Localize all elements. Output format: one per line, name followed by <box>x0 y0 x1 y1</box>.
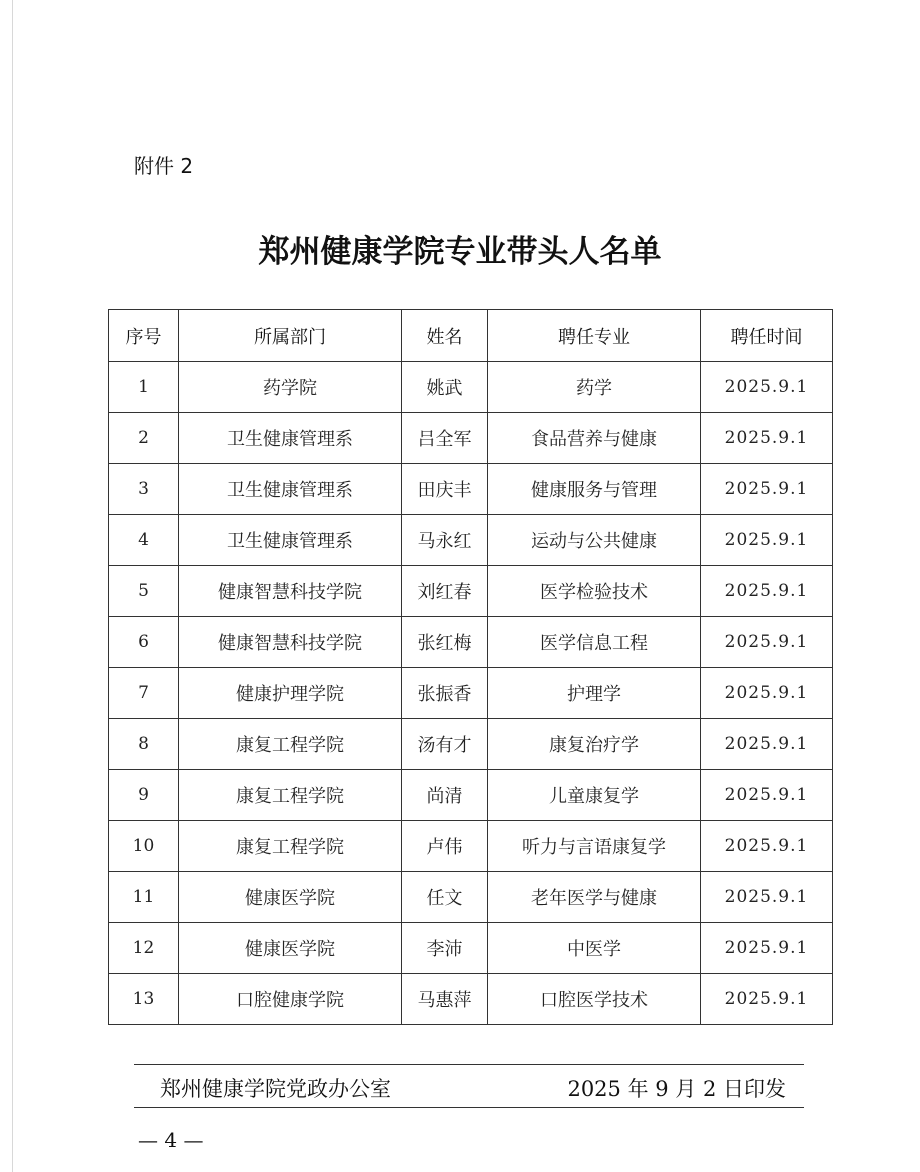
cell-date: 2025.9.1 <box>701 413 833 464</box>
document-title: 郑州健康学院专业带头人名单 <box>258 234 662 270</box>
cell-department: 康复工程学院 <box>179 719 402 770</box>
cell-index: 5 <box>109 566 179 617</box>
cell-name: 卢伟 <box>402 821 488 872</box>
table-row <box>109 464 833 515</box>
cell-major: 健康服务与管理 <box>488 464 701 515</box>
table-row <box>109 515 833 566</box>
cell-index: 6 <box>109 617 179 668</box>
cell-name: 马永红 <box>402 515 488 566</box>
cell-major: 医学信息工程 <box>488 617 701 668</box>
header-department: 所属部门 <box>179 310 402 362</box>
table-row <box>109 821 833 872</box>
table-row <box>109 719 833 770</box>
table-row <box>109 770 833 821</box>
cell-index: 12 <box>109 923 179 974</box>
cell-department: 健康智慧科技学院 <box>179 566 402 617</box>
cell-name: 刘红春 <box>402 566 488 617</box>
cell-index: 1 <box>109 362 179 413</box>
cell-name: 马惠萍 <box>402 974 488 1025</box>
table-header-row <box>109 310 833 362</box>
cell-department: 口腔健康学院 <box>179 974 402 1025</box>
cell-date: 2025.9.1 <box>701 821 833 872</box>
page-edge-line <box>12 0 13 1172</box>
cell-department: 卫生健康管理系 <box>179 413 402 464</box>
page-number: — 4 — <box>138 1128 204 1152</box>
cell-date: 2025.9.1 <box>701 515 833 566</box>
table-row <box>109 974 833 1025</box>
cell-department: 卫生健康管理系 <box>179 515 402 566</box>
cell-date: 2025.9.1 <box>701 362 833 413</box>
cell-department: 卫生健康管理系 <box>179 464 402 515</box>
cell-major: 老年医学与健康 <box>488 872 701 923</box>
cell-department: 健康智慧科技学院 <box>179 617 402 668</box>
cell-date: 2025.9.1 <box>701 719 833 770</box>
cell-index: 3 <box>109 464 179 515</box>
cell-name: 张振香 <box>402 668 488 719</box>
cell-name: 张红梅 <box>402 617 488 668</box>
footer-divider-bottom <box>134 1107 804 1108</box>
cell-department: 健康医学院 <box>179 872 402 923</box>
cell-index: 11 <box>109 872 179 923</box>
cell-major: 药学 <box>488 362 701 413</box>
cell-major: 儿童康复学 <box>488 770 701 821</box>
cell-date: 2025.9.1 <box>701 668 833 719</box>
cell-name: 姚武 <box>402 362 488 413</box>
table-row <box>109 923 833 974</box>
cell-name: 田庆丰 <box>402 464 488 515</box>
table-row <box>109 566 833 617</box>
footer-divider-top <box>134 1064 804 1065</box>
cell-name: 尚清 <box>402 770 488 821</box>
cell-date: 2025.9.1 <box>701 974 833 1025</box>
cell-department: 健康医学院 <box>179 923 402 974</box>
header-major: 聘任专业 <box>488 310 701 362</box>
cell-major: 医学检验技术 <box>488 566 701 617</box>
table-row <box>109 617 833 668</box>
footer-issuing-office: 郑州健康学院党政办公室 <box>160 1077 391 1101</box>
cell-name: 任文 <box>402 872 488 923</box>
cell-date: 2025.9.1 <box>701 770 833 821</box>
cell-department: 健康护理学院 <box>179 668 402 719</box>
cell-department: 康复工程学院 <box>179 821 402 872</box>
table-row <box>109 668 833 719</box>
cell-index: 9 <box>109 770 179 821</box>
cell-date: 2025.9.1 <box>701 617 833 668</box>
cell-major: 护理学 <box>488 668 701 719</box>
cell-major: 运动与公共健康 <box>488 515 701 566</box>
cell-date: 2025.9.1 <box>701 923 833 974</box>
header-name: 姓名 <box>402 310 488 362</box>
cell-date: 2025.9.1 <box>701 464 833 515</box>
cell-department: 药学院 <box>179 362 402 413</box>
attachment-label: 附件 2 <box>134 154 194 178</box>
cell-major: 康复治疗学 <box>488 719 701 770</box>
table-row <box>109 362 833 413</box>
cell-major: 中医学 <box>488 923 701 974</box>
cell-major: 听力与言语康复学 <box>488 821 701 872</box>
cell-index: 4 <box>109 515 179 566</box>
cell-index: 8 <box>109 719 179 770</box>
cell-date: 2025.9.1 <box>701 872 833 923</box>
cell-name: 李沛 <box>402 923 488 974</box>
cell-name: 汤有才 <box>402 719 488 770</box>
cell-name: 吕全军 <box>402 413 488 464</box>
roster-table <box>108 309 833 1025</box>
table-row <box>109 413 833 464</box>
cell-index: 2 <box>109 413 179 464</box>
cell-department: 康复工程学院 <box>179 770 402 821</box>
cell-index: 7 <box>109 668 179 719</box>
footer-issue-date: 2025 年 9 月 2 日印发 <box>567 1077 786 1101</box>
cell-major: 食品营养与健康 <box>488 413 701 464</box>
header-date: 聘任时间 <box>701 310 833 362</box>
header-index: 序号 <box>109 310 179 362</box>
cell-date: 2025.9.1 <box>701 566 833 617</box>
table-row <box>109 872 833 923</box>
cell-major: 口腔医学技术 <box>488 974 701 1025</box>
cell-index: 10 <box>109 821 179 872</box>
cell-index: 13 <box>109 974 179 1025</box>
